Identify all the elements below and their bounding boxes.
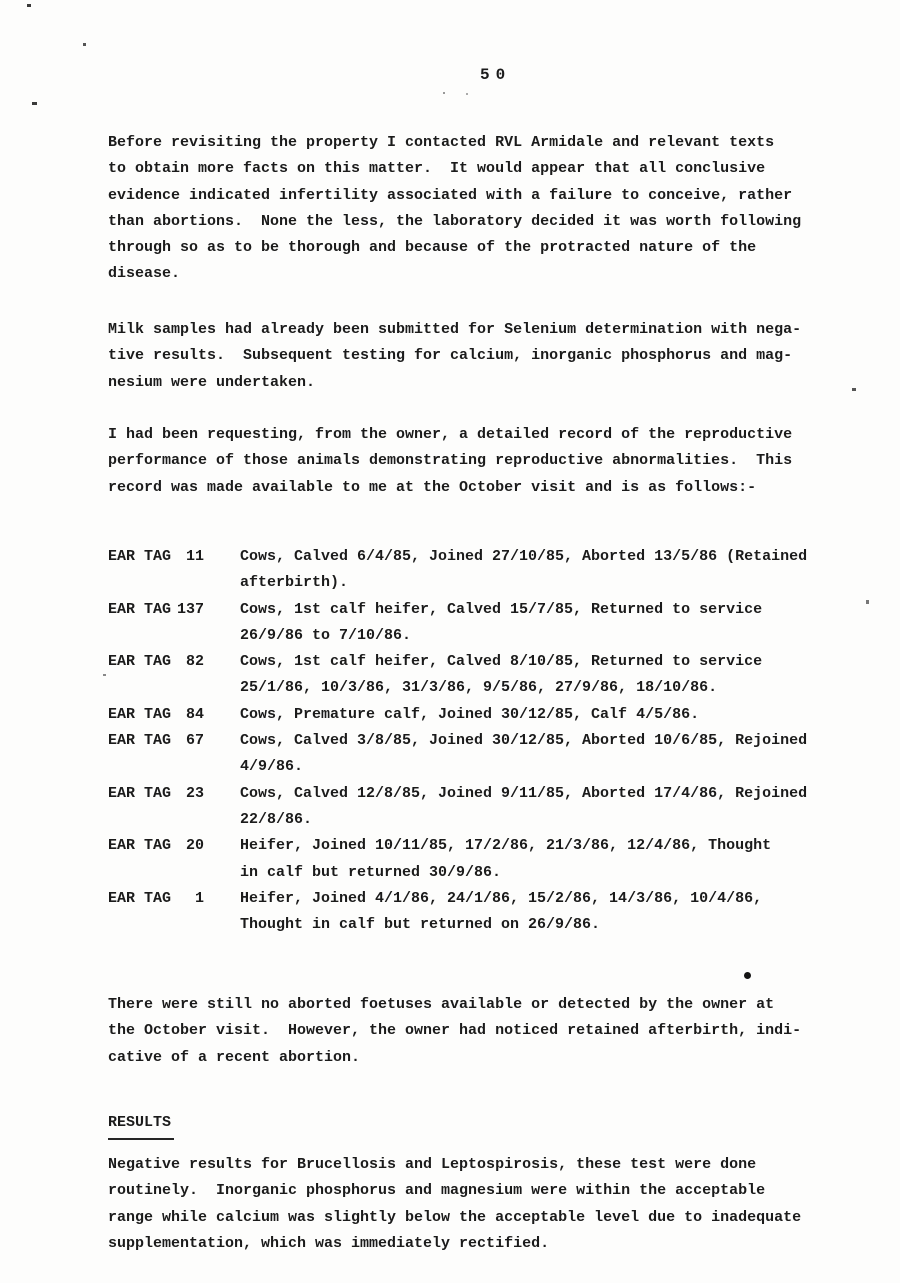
ear-tag-number: 67 [185, 732, 204, 750]
paragraph-intro [108, 130, 801, 288]
scan-speck [83, 43, 86, 46]
ear-tag-description: 22/8/86. [240, 810, 313, 828]
ear-tag-description: in calf but returned 30/9/86. [240, 863, 502, 881]
text-line: nesium were undertaken. [108, 373, 316, 391]
paragraph-milk-samples [108, 317, 801, 396]
ear-tag-number: 20 [185, 837, 204, 855]
text-line: Before revisiting the property I contacted RVL Armidale and relevant texts [108, 134, 775, 151]
text-line: routinely. Inorganic phosphorus and magnesium were within the acceptable [108, 1182, 766, 1200]
text-line: tive results. Subsequent testing for calcium, inorganic phosphorus and mag- [108, 347, 793, 365]
results-heading-text: RESULTS [108, 1110, 174, 1140]
ear-tag-label: EAR TAG [108, 653, 172, 671]
text-line: range while calcium was slightly below the acceptable level due to inadequate [108, 1208, 802, 1226]
ear-tag-row-continuation [108, 912, 807, 938]
ear-tag-row [108, 781, 807, 807]
paragraph-record-request [108, 422, 792, 501]
text-line: performance of those animals demonstrating reproductive abnormalities. This [108, 452, 793, 470]
text-line: than abortions. None the less, the laboratory decided it was worth following [108, 212, 802, 230]
stray-dot-mark [744, 972, 751, 979]
scan-speck [866, 600, 869, 604]
paragraph-no-foetuses [108, 992, 801, 1071]
scan-speck [466, 93, 468, 95]
scan-speck [852, 388, 856, 391]
text-line: supplementation, which was immediately rectified. [108, 1234, 550, 1252]
ear-tag-description: Cows, Calved 6/4/85, Joined 27/10/85, Aborted 13/5/86 (Retained [240, 548, 808, 565]
ear-tag-description: Cows, Premature calf, Joined 30/12/85, Calf 4/5/86. [240, 705, 700, 723]
paragraph-results [108, 1152, 801, 1257]
ear-tag-number: 1 [194, 889, 204, 907]
text-line: record was made available to me at the October visit and is as follows:- [108, 478, 757, 496]
scan-speck [27, 4, 31, 7]
ear-tag-row-continuation [108, 623, 807, 649]
ear-tag-label: EAR TAG [108, 837, 172, 855]
ear-tag-row-continuation [108, 675, 807, 701]
ear-tag-number: 84 [185, 705, 204, 723]
ear-tag-description: Thought in calf but returned on 26/9/86. [240, 916, 601, 934]
ear-tag-description: Heifer, Joined 4/1/86, 24/1/86, 15/2/86, 14/3/86, 10/4/86, [240, 889, 763, 907]
ear-tag-row [108, 597, 807, 623]
ear-tag-list [108, 544, 807, 938]
ear-tag-row-continuation [108, 807, 807, 833]
ear-tag-description: 4/9/86. [240, 758, 304, 776]
text-line: evidence indicated infertility associated with a failure to conceive, rather [108, 186, 793, 204]
ear-tag-description: Cows, Calved 12/8/85, Joined 9/11/85, Aborted 17/4/86, Rejoined [240, 784, 808, 802]
scan-speck [32, 102, 37, 105]
ear-tag-number: 82 [185, 653, 204, 671]
ear-tag-number: 11 [185, 548, 204, 565]
ear-tag-row [108, 833, 807, 859]
ear-tag-label: EAR TAG [108, 600, 172, 618]
ear-tag-label: EAR TAG [108, 889, 172, 907]
ear-tag-description: Heifer, Joined 10/11/85, 17/2/86, 21/3/86, 12/4/86, Thought [240, 837, 772, 855]
ear-tag-label: EAR TAG [108, 548, 172, 565]
text-line: I had been requesting, from the owner, a detailed record of the reproductive [108, 426, 793, 443]
ear-tag-row-continuation [108, 754, 807, 780]
ear-tag-row-continuation [108, 570, 807, 596]
text-line: to obtain more facts on this matter. It would appear that all conclusive [108, 160, 766, 178]
ear-tag-description: Cows, 1st calf heifer, Calved 8/10/85, Returned to service [240, 653, 763, 671]
text-line: disease. [108, 265, 181, 283]
ear-tag-description: afterbirth). [240, 574, 349, 592]
ear-tag-description: Cows, Calved 3/8/85, Joined 30/12/85, Aborted 10/6/85, Rejoined [240, 732, 808, 750]
scan-speck [103, 674, 106, 676]
text-line: Milk samples had already been submitted for Selenium determination with nega- [108, 321, 802, 338]
text-line: through so as to be thorough and because of the protracted nature of the [108, 239, 757, 257]
results-section-heading [108, 1110, 174, 1140]
text-line: the October visit. However, the owner had noticed retained afterbirth, indi- [108, 1022, 802, 1040]
ear-tag-row [108, 649, 807, 675]
ear-tag-row [108, 886, 807, 912]
text-line: cative of a recent abortion. [108, 1048, 361, 1066]
text-line: There were still no aborted foetuses available or detected by the owner at [108, 996, 775, 1013]
ear-tag-number: 137 [176, 600, 204, 618]
ear-tag-row [108, 702, 807, 728]
ear-tag-row-continuation [108, 860, 807, 886]
ear-tag-description: Cows, 1st calf heifer, Calved 15/7/85, Returned to service [240, 600, 763, 618]
ear-tag-row [108, 728, 807, 754]
ear-tag-label: EAR TAG [108, 732, 172, 750]
ear-tag-number: 23 [185, 784, 204, 802]
ear-tag-description: 25/1/86, 10/3/86, 31/3/86, 9/5/86, 27/9/86, 18/10/86. [240, 679, 718, 697]
text-line: Negative results for Brucellosis and Leptospirosis, these test were done [108, 1156, 757, 1173]
page-number: 50 [480, 66, 512, 84]
ear-tag-row [108, 544, 807, 570]
ear-tag-label: EAR TAG [108, 784, 172, 802]
ear-tag-description: 26/9/86 to 7/10/86. [240, 626, 412, 644]
scan-speck [443, 92, 445, 94]
ear-tag-label: EAR TAG [108, 705, 172, 723]
